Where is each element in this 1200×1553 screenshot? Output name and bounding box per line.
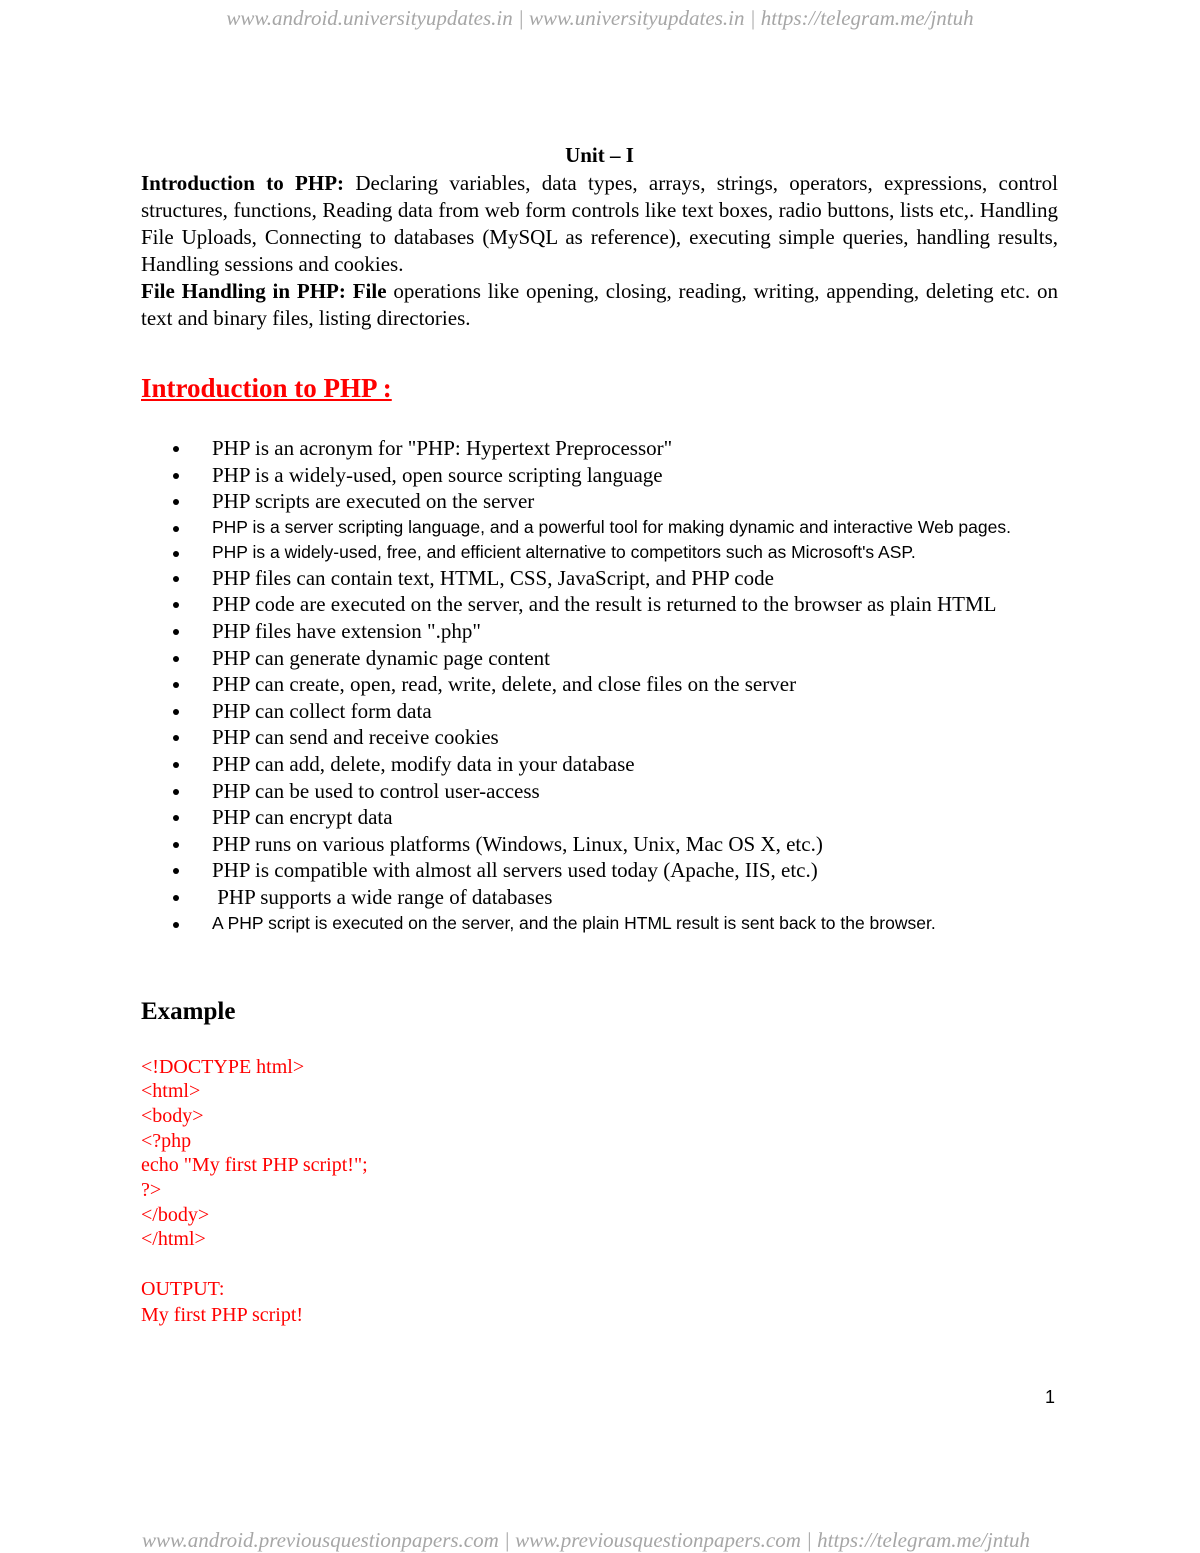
bullet-icon: [173, 602, 179, 608]
list-item: [141, 857, 1058, 884]
list-item-text: PHP supports a wide range of databases: [212, 884, 553, 909]
output-value: My first PHP script!: [141, 1304, 304, 1327]
list-item: [141, 751, 1058, 778]
header-watermark: www.android.universityupdates.in | www.universityupdates.in | https://telegram.me/jntuh: [226, 6, 974, 30]
code-line: <!DOCTYPE html>: [141, 1055, 305, 1078]
bullet-icon: [173, 446, 179, 452]
bullet-icon: [173, 868, 179, 874]
list-item-text: PHP is a server scripting language, and a powerful tool for making dynamic and interactive Web pages.: [212, 516, 1011, 537]
bullet-icon: [173, 682, 179, 688]
syllabus-intro-label: Introduction to PHP:: [141, 171, 345, 195]
code-sample: [141, 1055, 1058, 1253]
list-item: [141, 591, 1058, 618]
list-item-text: PHP files have extension ".php": [212, 618, 481, 643]
syllabus-intro: [141, 170, 1058, 278]
list-item-text: A PHP script is executed on the server, and the plain HTML result is sent back to the browser.: [212, 912, 936, 933]
list-item: [141, 488, 1058, 515]
syllabus-intro-text: Declaring variables, data types, arrays, strings, operators, expressions, control structures, functions, Reading data from web form controls like text boxes, radio buttons, lists etc,. Handling File Uploads, Connecting to databases (MySQL as reference), executing simple queries, handling results, Handling sessions and cookies.: [141, 171, 1058, 276]
code-line: <html>: [141, 1080, 201, 1103]
syllabus-file-handling: [141, 278, 1058, 332]
list-item-text: PHP runs on various platforms (Windows, Linux, Unix, Mac OS X, etc.): [212, 831, 823, 856]
unit-title: Unit – I: [565, 143, 634, 167]
list-item-text: PHP code are executed on the server, and the result is returned to the browser as plain HTML: [212, 592, 997, 617]
bullet-icon: [173, 551, 179, 557]
list-item: [141, 884, 1058, 911]
bullet-icon: [173, 842, 179, 848]
list-item-text: PHP can collect form data: [212, 698, 432, 723]
list-item: [141, 565, 1058, 592]
list-item: [141, 671, 1058, 698]
page-number: 1: [1045, 1387, 1056, 1407]
code-line: <?php: [141, 1129, 192, 1152]
bullet-icon: [173, 922, 179, 928]
list-item-text: PHP can encrypt data: [212, 805, 393, 830]
list-item-text: PHP is compatible with almost all servers used today (Apache, IIS, etc.): [212, 858, 818, 883]
list-item: [141, 462, 1058, 489]
list-item: [141, 778, 1058, 805]
bullet-icon: [173, 629, 179, 635]
list-item: [141, 698, 1058, 725]
list-item-text: PHP scripts are executed on the server: [212, 489, 535, 514]
list-item: [141, 515, 1058, 540]
document-body: [141, 140, 1058, 1328]
example-heading: Example: [141, 997, 236, 1025]
footer-watermark: www.android.previousquestionpapers.com | www.previousquestionpapers.com | https://telegram.me/jntuh: [142, 1528, 1031, 1552]
list-item: [141, 804, 1058, 831]
section-heading: Introduction to PHP :: [141, 373, 392, 403]
output-label: OUTPUT:: [141, 1278, 225, 1301]
list-item: [141, 645, 1058, 672]
bullet-icon: [173, 789, 179, 795]
code-line: <body>: [141, 1104, 204, 1127]
code-line: echo "My first PHP script!";: [141, 1154, 368, 1177]
code-line: </html>: [141, 1228, 206, 1251]
list-item-text: PHP is a widely-used, open source scripting language: [212, 462, 663, 487]
syllabus-file-label: File Handling in PHP: File: [141, 279, 387, 303]
list-item-text: PHP is a widely-used, free, and efficient alternative to competitors such as Microsoft's ASP.: [212, 541, 916, 562]
bullet-icon: [173, 895, 179, 901]
bullet-icon: [173, 576, 179, 582]
bullet-icon: [173, 709, 179, 715]
bullet-icon: [173, 735, 179, 741]
bullet-icon: [173, 526, 179, 532]
list-item-text: PHP is an acronym for "PHP: Hypertext Preprocessor": [212, 436, 673, 460]
list-item: [141, 724, 1058, 751]
syllabus-file-text: operations like opening, closing, reading, writing, appending, deleting etc. on text and binary files, listing directories.: [141, 279, 1058, 330]
code-line: ?>: [141, 1179, 162, 1202]
list-item: [141, 618, 1058, 645]
bullet-icon: [173, 762, 179, 768]
list-item: [141, 540, 1058, 565]
list-item-text: PHP files can contain text, HTML, CSS, JavaScript, and PHP code: [212, 565, 774, 590]
list-item-text: PHP can create, open, read, write, delete, and close files on the server: [212, 672, 797, 697]
bullet-icon: [173, 815, 179, 821]
bullet-icon: [173, 499, 179, 505]
list-item-text: PHP can send and receive cookies: [212, 725, 499, 750]
list-item-text: PHP can be used to control user-access: [212, 778, 540, 803]
list-item-text: PHP can generate dynamic page content: [212, 645, 551, 670]
php-facts-list: [141, 435, 1058, 936]
bullet-icon: [173, 656, 179, 662]
list-item-text: PHP can add, delete, modify data in your database: [212, 751, 635, 776]
code-line: </body>: [141, 1203, 210, 1226]
list-item: [141, 435, 1058, 462]
bullet-icon: [173, 473, 179, 479]
list-item: [141, 911, 1058, 936]
list-item: [141, 831, 1058, 858]
